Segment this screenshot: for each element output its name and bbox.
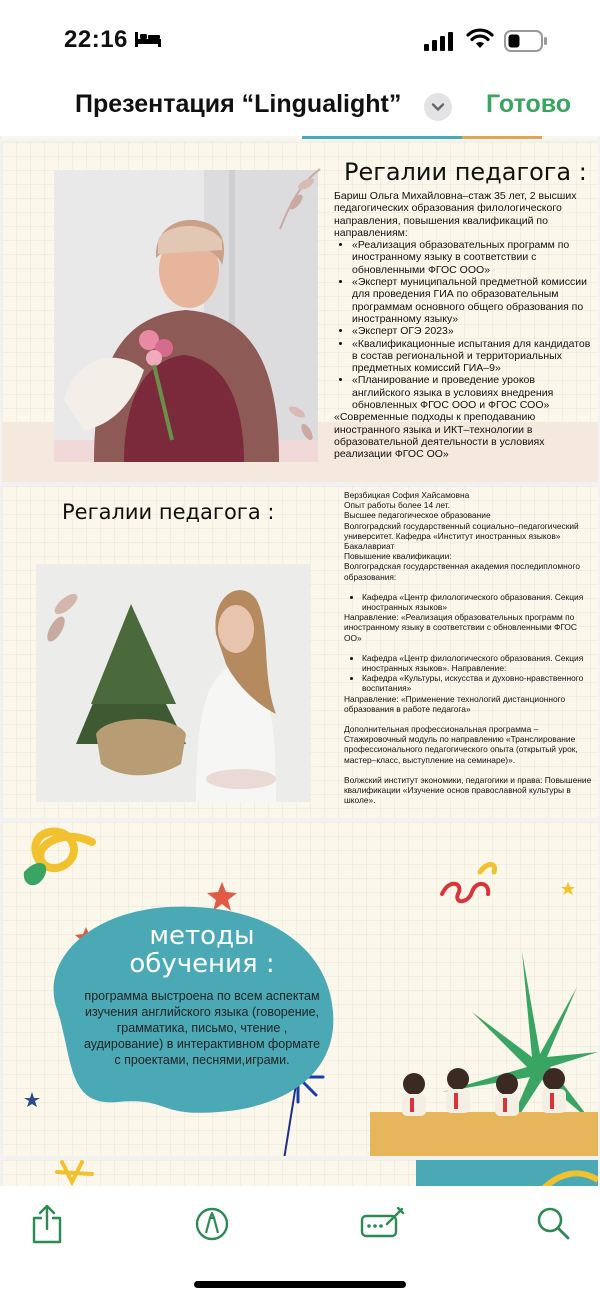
text-line: Высшее педагогическое образование [344,510,491,521]
text-line: Волгоградская государственная академия последипломного образования: [344,561,580,582]
slide-list[interactable] [0,136,600,1186]
text-line: Дополнительная профессиональная программа – Стажировочный модуль по направлению «Транслирование профессионального педагогического опыта (открытый урок, мастер–класс, выступление на семинаре)». [344,724,578,765]
text-line: Направление: «Реализация образовательных программ по иностранному языку в соответствии с обновленными ФГОС ОО» [344,612,577,643]
slide-2-bullets-2 [344,653,592,694]
navigation-bar [0,80,600,136]
text-line: Волжский институт экономики, педагогики и права: Повышение квалификации «Изучение основ православной культуры в школе». [344,774,592,806]
chevron-down-icon [424,93,452,121]
text-line: Волгоградский государственный социально–педагогический университет. Кафедра «Институт иностранных языков» [344,520,579,541]
home-indicator[interactable] [194,1281,406,1288]
text-line: Опыт работы более 14 лет. [344,500,450,511]
title-menu-button[interactable] [424,93,452,121]
slide-1-intro: Бариш Ольга Михайловна–стаж 35 лет, 2 высших педагогических образования филологического направления, повышения квалификаций по направлениям: [334,190,577,239]
list-item: • «Квалификационные испытания для кандидатов в состав региональной и территориальных предметных комиссий ГИА–9» [352,338,592,375]
slide-2-bullets-1 [344,592,592,612]
slide-3[interactable] [2,822,598,1156]
list-item: • «Планирование и проведение уроков английского языка в условиях внедрения обновленных ФГОС ООО и ФГОС СОО» [352,374,592,411]
share-icon[interactable] [30,1204,64,1244]
list-item: • «Реализация образовательных программ по иностранному языку в соответствии с обновленными ФГОС ООО» [352,239,592,276]
text-line: Направление: «Применение технологий дистанционного образования в работе педагога» [344,693,566,714]
slide-1-title: Регалии педагога : [344,158,587,186]
status-bar [0,0,600,80]
list-item: • Кафедра «Центр филологического образования. Секция иностранных языков». Направление: [362,653,592,673]
wifi-icon [466,28,494,50]
slide-2-text [344,490,592,805]
methods-title: методы обучения : [129,921,275,979]
leaf-decoration-icon [277,392,327,452]
markup-icon[interactable] [194,1206,230,1242]
text-line: Верзбицкая София Хайсамовна [344,490,470,500]
done-button[interactable]: Готово [486,90,572,118]
cellular-signal-icon [424,31,456,51]
slide-4-decorations [2,1160,598,1186]
slideshow-icon[interactable] [360,1206,406,1240]
leaf-decoration-icon [270,164,330,234]
text-line: Бакалавриат [344,541,395,552]
sleep-icon [134,30,162,48]
document-title[interactable]: Презентация “Lingualight” [75,90,402,118]
text-line: Повышение квалификации: [344,551,452,562]
teacher-photo-2 [36,564,310,802]
methods-text: программа выстроена по всем аспектам изучения английского языка (говорение, грамматика, письмо, чтение , аудирование) в интерактивном формате с проектами, песнями,играми. [83,989,321,1067]
list-item: • Кафедра «Центр филологического образования. Секция иностранных языков» [362,592,592,612]
previous-slide-edge[interactable] [2,136,598,140]
list-item: • «Эксперт муниципальной предметной комиссии для проведения ГИА по образовательным программам основного общего образования по иностранному языку» [352,276,592,325]
slide-2-title: Регалии педагога : [62,500,275,524]
clock: 22:16 [64,26,128,53]
list-item: • «Эксперт ОГЭ 2023» [352,325,592,337]
slide-1-outro: «Современные подходы к преподаванию иностранного языка и ИКТ–технологии в образовательной деятельности в условиях реализации ФГОС ОО» [334,411,545,461]
slide-4[interactable] [2,1160,598,1186]
slide-1-bullets [334,239,592,411]
battery-icon [504,30,548,52]
search-icon[interactable] [536,1206,570,1240]
slide-2[interactable] [2,486,598,818]
slide-1-text [334,190,592,461]
list-item: • Кафедра «Культуры, искусства и духовно-нравственного воспитания» [362,673,592,693]
slide-1[interactable] [2,142,598,482]
